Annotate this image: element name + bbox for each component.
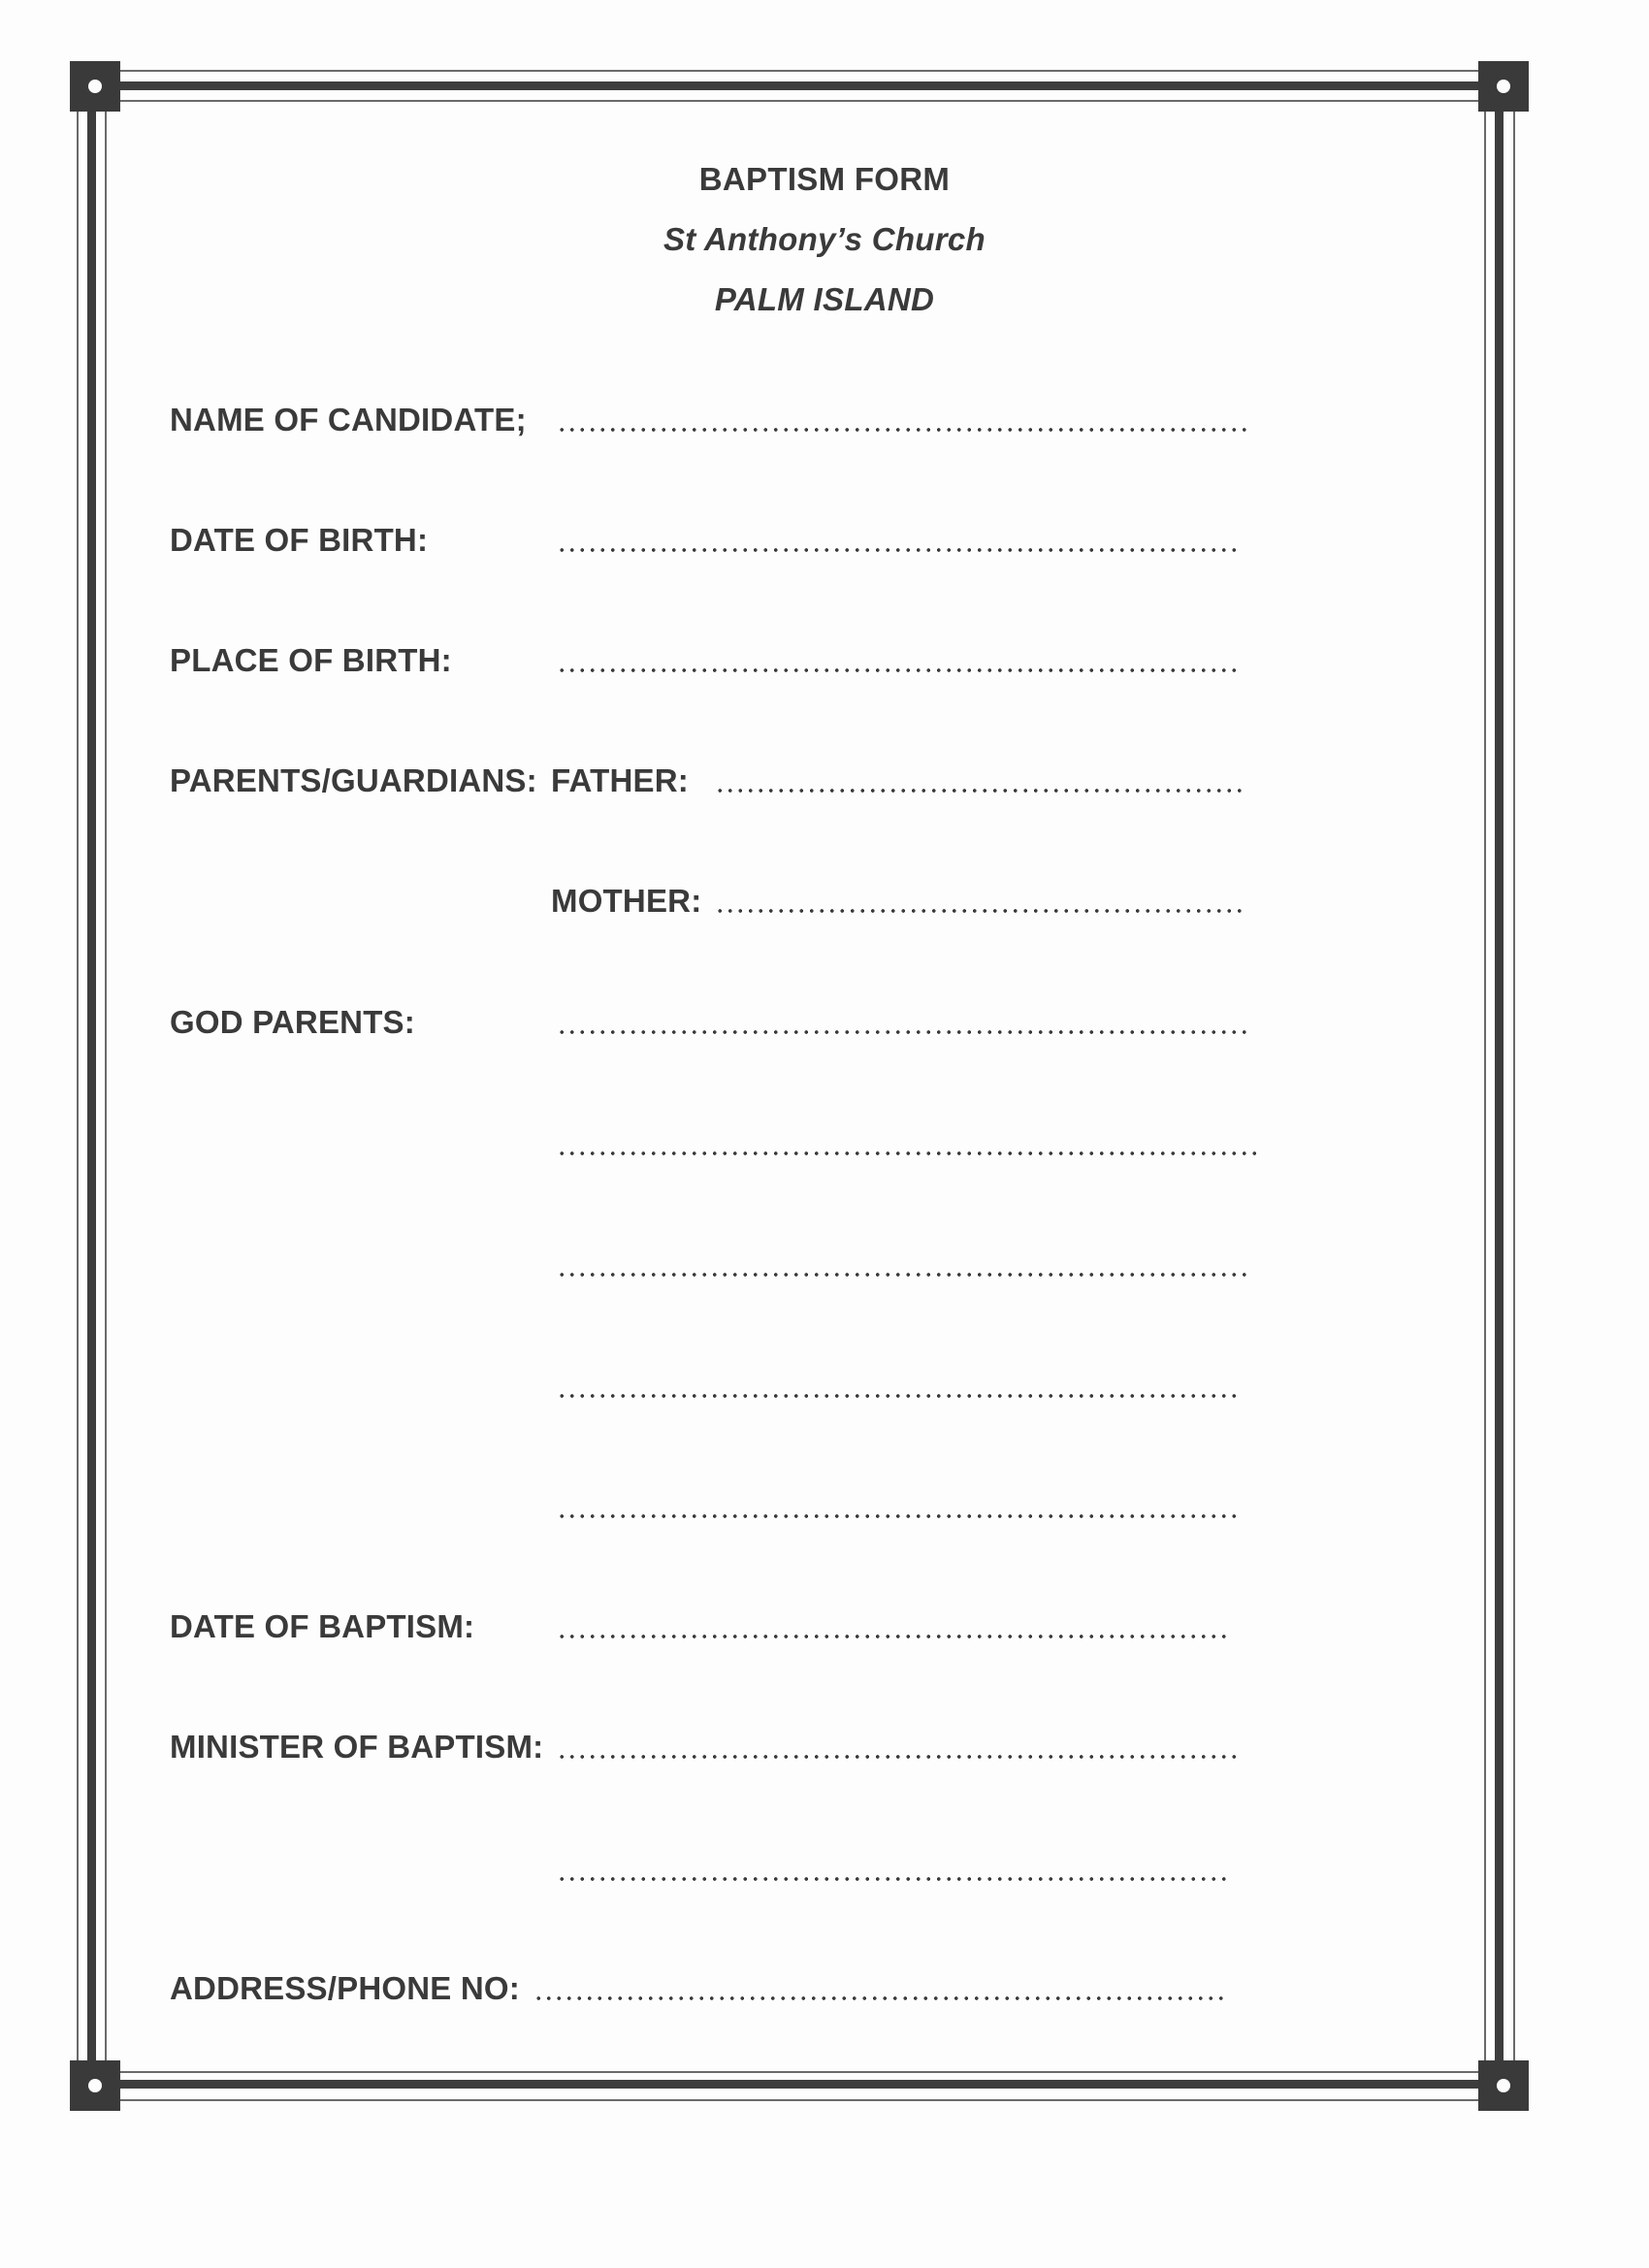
location-name: PALM ISLAND (714, 281, 935, 317)
god-parent-line[interactable] (557, 1394, 1242, 1398)
frame-top-line (78, 81, 1513, 90)
frame-top-inner-line (78, 100, 1513, 102)
mother-label: MOTHER: (551, 883, 702, 919)
frame-left-inner-line (105, 97, 107, 2076)
god-parents-label: GOD PARENTS: (170, 1004, 415, 1040)
frame-left-outer-line (77, 78, 79, 2095)
parents-guardians-label: PARENTS/GUARDIANS: (170, 762, 537, 798)
corner-ornament-top-left (70, 61, 120, 112)
frame-right-inner-line (1484, 97, 1486, 2076)
frame-bottom-outer-line (78, 2099, 1513, 2101)
date-of-birth-line[interactable] (557, 548, 1242, 552)
minister-of-baptism-line[interactable] (557, 1755, 1242, 1759)
god-parent-line[interactable] (557, 1151, 1261, 1155)
place-of-birth-label: PLACE OF BIRTH: (170, 642, 452, 678)
father-label: FATHER: (551, 762, 689, 798)
frame-left-line (87, 78, 96, 2095)
frame-bottom-inner-line (78, 2071, 1513, 2073)
frame-right-outer-line (1513, 78, 1515, 2095)
candidate-name-line[interactable] (557, 428, 1251, 432)
mother-line[interactable] (715, 909, 1242, 913)
date-of-birth-label: DATE OF BIRTH: (170, 522, 429, 558)
corner-ornament-bottom-right (1478, 2060, 1529, 2111)
father-line[interactable] (715, 789, 1242, 793)
date-of-baptism-line[interactable] (557, 1635, 1232, 1638)
form-title: BAPTISM FORM (698, 161, 951, 197)
church-name: St Anthony’s Church (663, 221, 986, 257)
frame-bottom-line (78, 2080, 1513, 2089)
corner-ornament-top-right (1478, 61, 1529, 112)
address-phone-line[interactable] (534, 1996, 1226, 2000)
candidate-name-label: NAME OF CANDIDATE; (170, 402, 527, 437)
minister-of-baptism-label: MINISTER OF BAPTISM: (170, 1729, 544, 1765)
god-parent-line[interactable] (557, 1273, 1251, 1277)
frame-right-line (1495, 78, 1504, 2095)
place-of-birth-line[interactable] (557, 668, 1242, 672)
frame-top-outer-line (78, 70, 1513, 72)
corner-ornament-bottom-left (70, 2060, 120, 2111)
date-of-baptism-label: DATE OF BAPTISM: (170, 1608, 475, 1644)
god-parent-line[interactable] (557, 1030, 1251, 1034)
minister-of-baptism-line-2[interactable] (557, 1877, 1226, 1881)
address-phone-label: ADDRESS/PHONE NO: (170, 1970, 520, 2006)
god-parent-line[interactable] (557, 1514, 1242, 1518)
